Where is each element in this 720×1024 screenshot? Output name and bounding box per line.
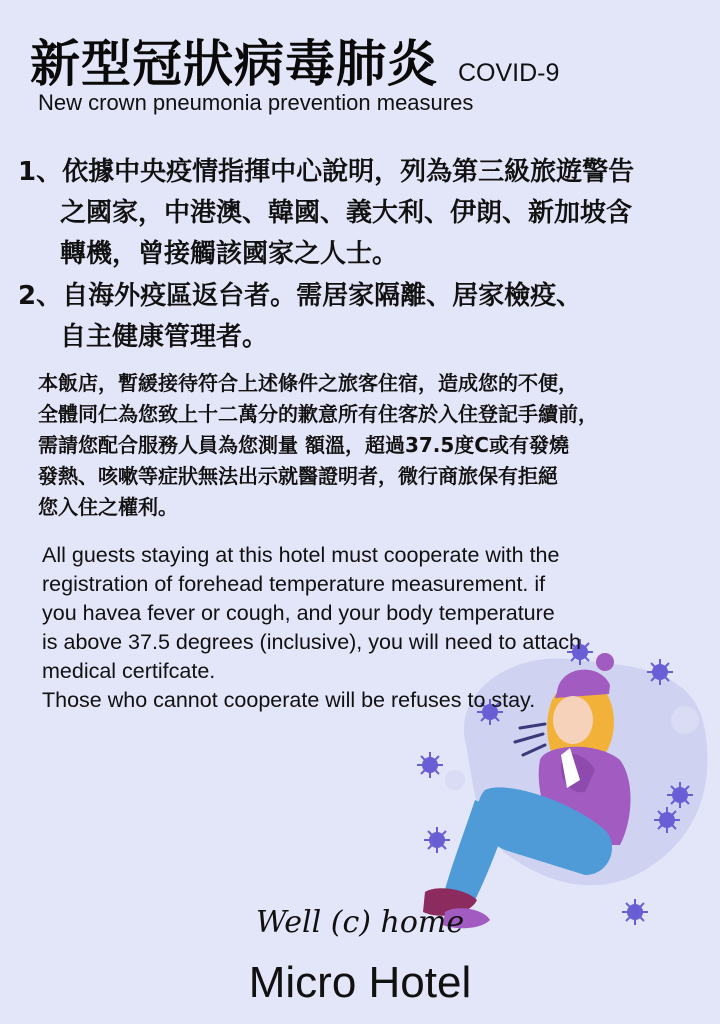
notice-en <box>42 541 712 715</box>
brand-tagline: Well (c) home <box>255 905 465 940</box>
rule-line: 2、自海外疫區返台者。需居家隔離、居家檢疫、 <box>18 281 583 311</box>
rule-2 <box>18 276 708 358</box>
rule-line: 1、依據中央疫情指揮中心說明，列為第三級旅遊警告 <box>18 157 635 187</box>
rule-line: 之國家，中港澳、韓國、義大利、伊朗、新加坡含 <box>60 198 633 228</box>
notice-zh-line: 全體同仁為您致上十二萬分的歉意所有住客於入住登記手續前， <box>38 402 598 426</box>
notice-en-line: Those who cannot cooperate will be refuses to stay. <box>42 688 536 712</box>
notice-zh-line: 發熱、咳嗽等症狀無法出示就醫證明者，微行商旅保有拒絕 <box>38 464 558 488</box>
notice-zh-line: 需請您配合服務人員為您測量 額溫，超過37.5度C或有發燒 <box>38 433 569 457</box>
page-title: 新型冠狀病毒肺炎 <box>30 35 438 93</box>
notice-en-line: you havea fever or cough, and your body temperature <box>42 601 555 625</box>
rule-line: 轉機，曾接觸該國家之人士。 <box>60 239 399 269</box>
page-subtitle: New crown pneumonia prevention measures <box>38 90 474 115</box>
notice-zh <box>38 368 718 523</box>
brand-name: Micro Hotel <box>248 958 472 1007</box>
page-title-en: COVID-9 <box>458 59 560 87</box>
title-row <box>30 24 559 96</box>
notice-en-line: registration of forehead temperature measurement. if <box>42 572 546 596</box>
notice-zh-line: 本飯店，暫緩接待符合上述條件之旅客住宿，造成您的不便， <box>38 371 578 395</box>
rule-line: 自主健康管理者。 <box>60 322 269 352</box>
rule-1 <box>18 152 708 275</box>
notice-zh-line: 您入住之權利。 <box>38 495 178 519</box>
notice-en-line: is above 37.5 degrees (inclusive), you will need to attach <box>42 630 582 654</box>
notice-en-line: medical certifcate. <box>42 659 216 683</box>
notice-en-line: All guests staying at this hotel must cooperate with the <box>42 543 560 567</box>
